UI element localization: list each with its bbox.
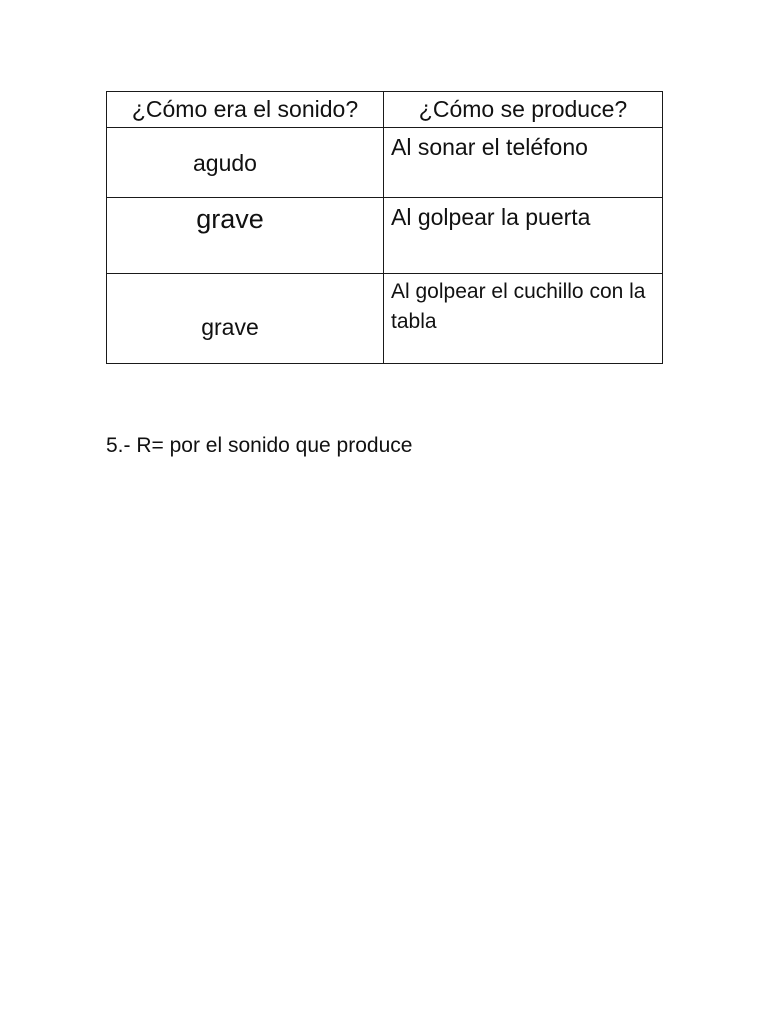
- how-cell: [384, 128, 663, 198]
- sound-value: grave: [196, 204, 264, 234]
- how-cell: [384, 274, 663, 364]
- table-row: [107, 198, 663, 274]
- how-value: Al sonar el teléfono: [391, 134, 588, 160]
- sound-table: [106, 91, 663, 364]
- sound-cell: [107, 274, 384, 364]
- sound-cell: [107, 198, 384, 274]
- sound-value: grave: [201, 314, 259, 340]
- table-row: [107, 274, 663, 364]
- answer-text: 5.- R= por el sonido que produce: [106, 434, 413, 457]
- table-row: [107, 128, 663, 198]
- sound-cell: [107, 128, 384, 198]
- header-sound-type: ¿Cómo era el sonido?: [107, 92, 384, 128]
- how-cell: [384, 198, 663, 274]
- sound-value: agudo: [193, 150, 257, 176]
- header-how-produced: ¿Cómo se produce?: [384, 92, 663, 128]
- table-header-row: [107, 92, 663, 128]
- how-value: Al golpear la puerta: [391, 204, 591, 230]
- how-value: Al golpear el cuchillo con la tabla: [391, 280, 646, 333]
